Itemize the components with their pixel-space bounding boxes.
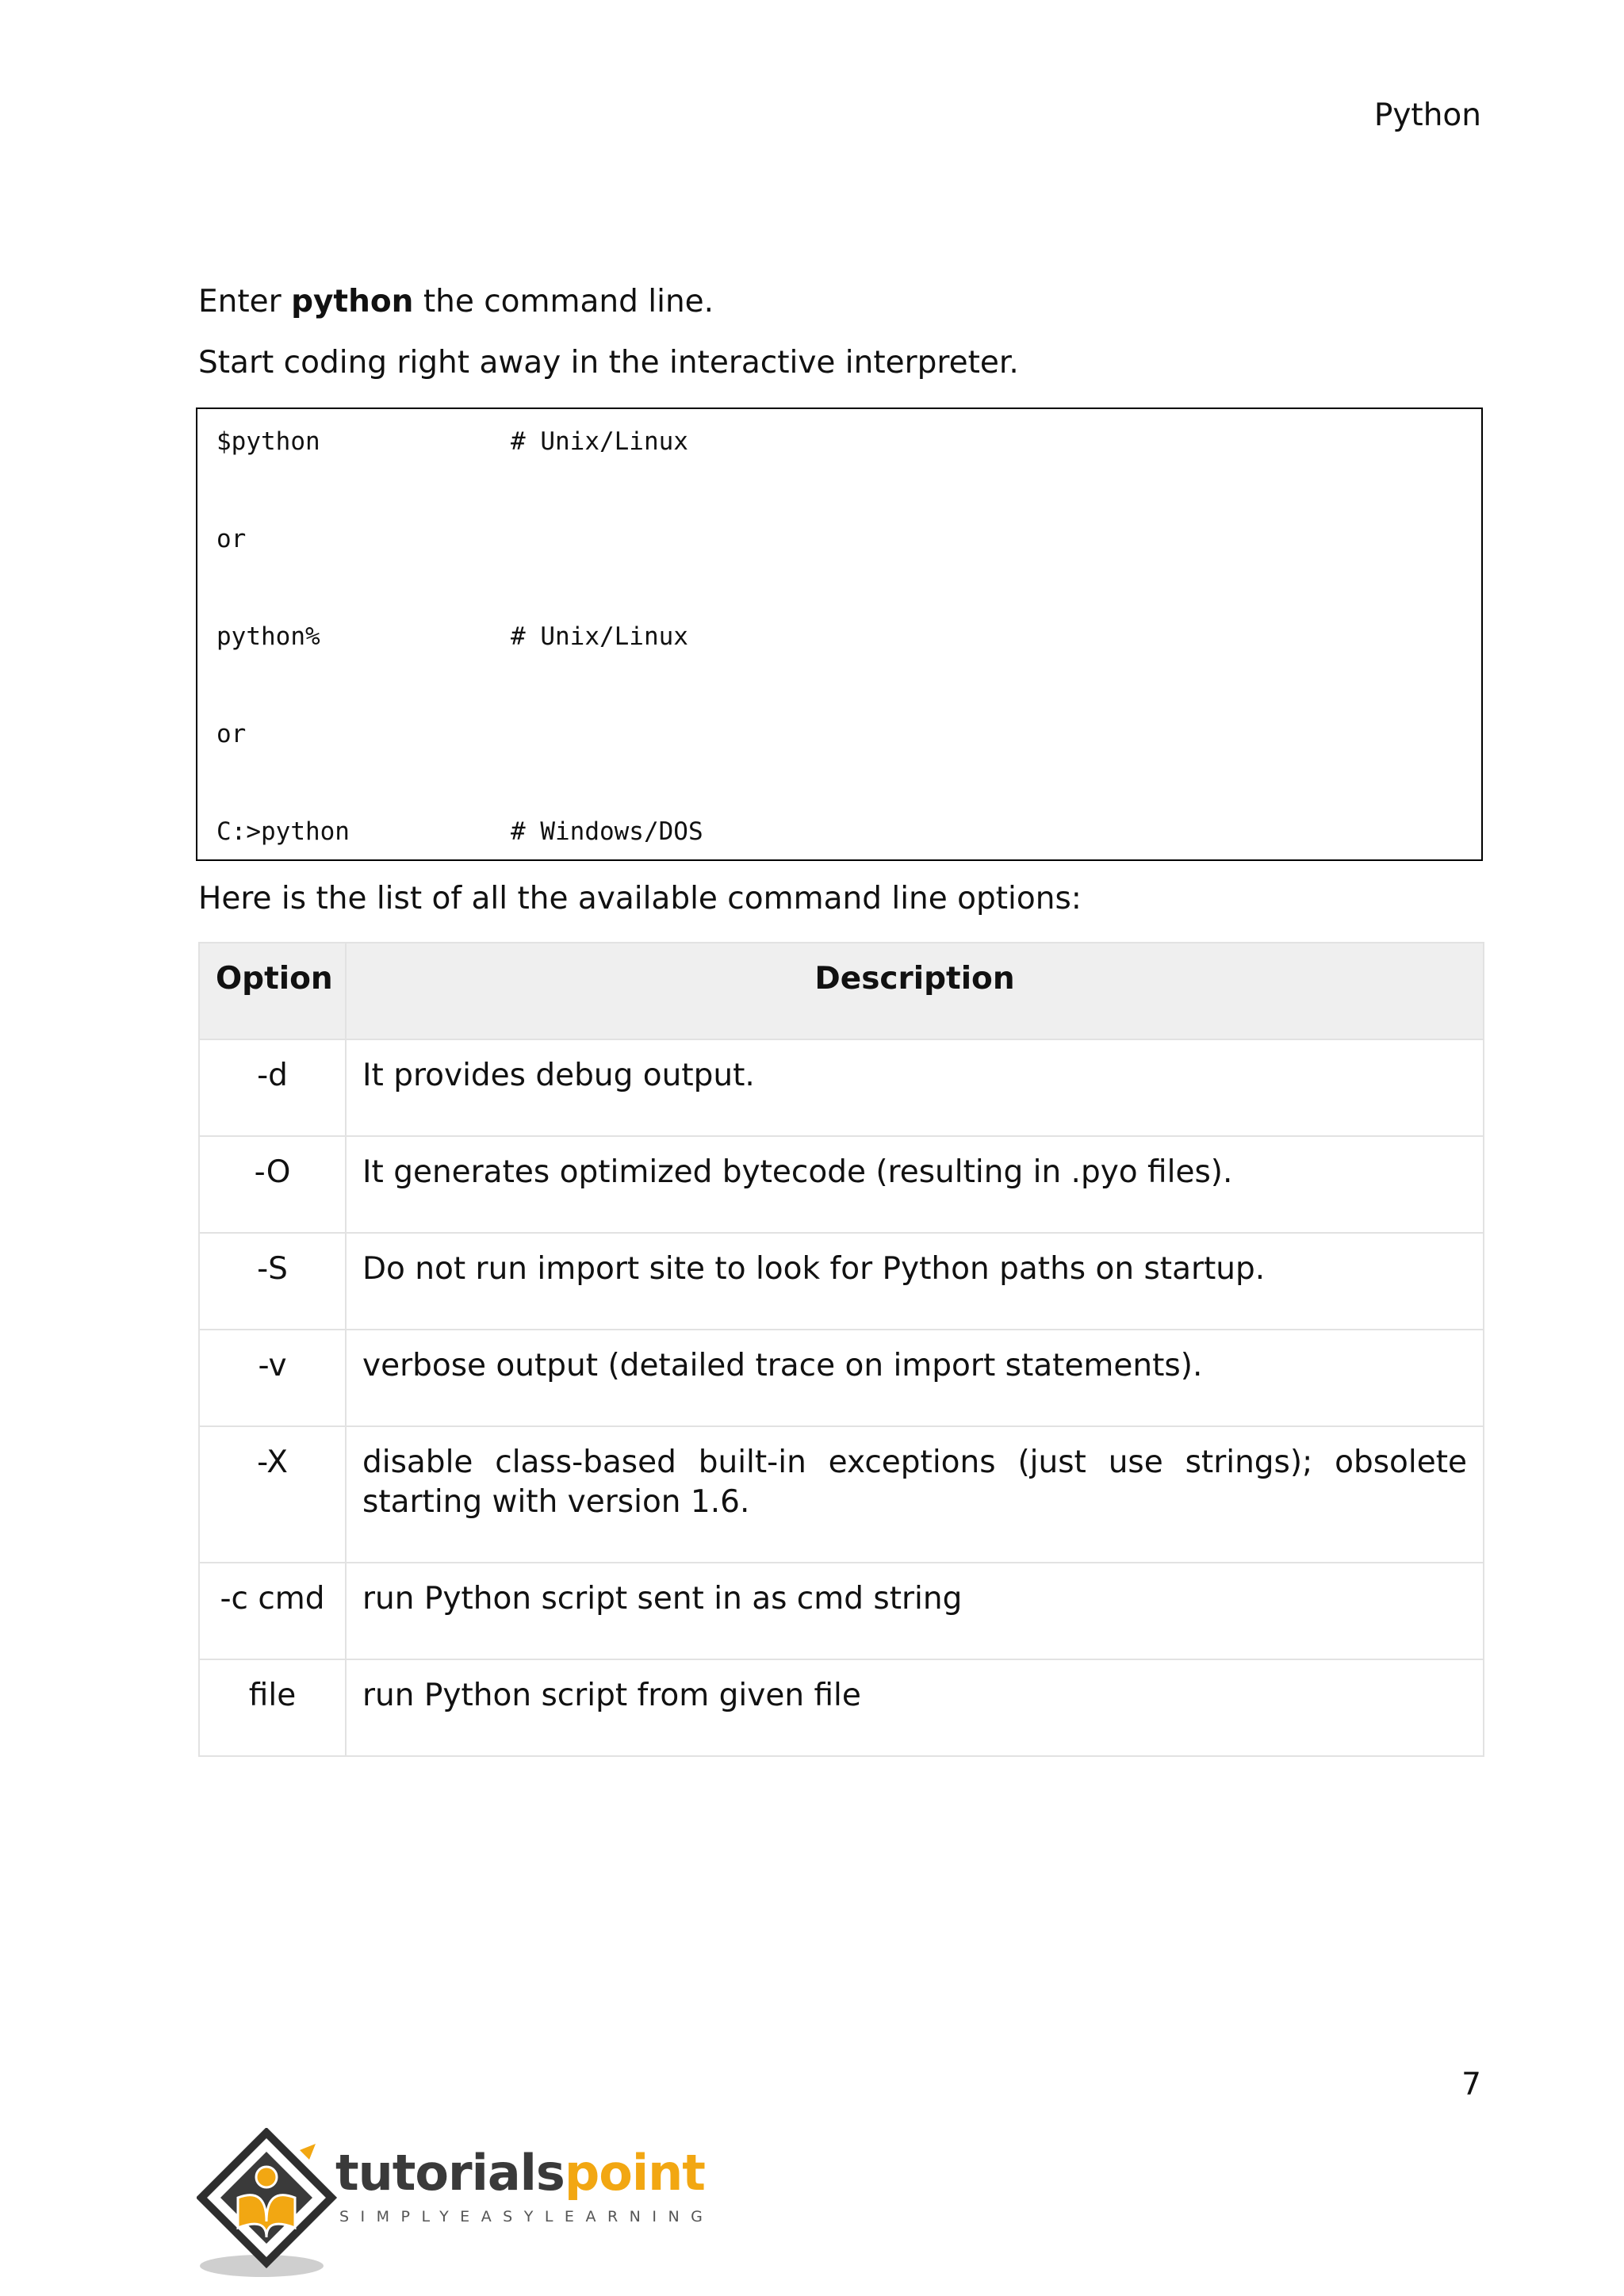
table-row [199,1330,1484,1426]
option-cell: file [199,1659,346,1756]
option-cell: -c cmd [199,1563,346,1659]
logo-wordmark: tutorialspoint [335,2144,705,2202]
code-comment: # Windows/DOS [511,817,703,846]
code-line [216,424,688,459]
table-row [199,1563,1484,1659]
description-cell: It generates optimized bytecode (resulting in .pyo files). [346,1136,1484,1233]
code-command: or [216,720,247,748]
page-number: 7 [1461,2067,1481,2103]
table-row [199,1039,1484,1136]
logo-tagline: SIMPLYEASYLEARNING [339,2208,714,2225]
option-cell: -O [199,1136,346,1233]
intro-line-1 [198,281,714,323]
code-command: python% [216,622,320,651]
code-command: or [216,525,247,553]
column-header-description: Description [346,943,1484,1039]
intro-line-2: Start coding right away in the interactive interpreter. [198,345,1019,381]
code-comment: # Unix/Linux [511,622,688,651]
option-cell: -v [199,1330,346,1426]
code-block [196,408,1483,861]
running-header-title: Python [1373,98,1481,133]
code-line [216,522,511,557]
table-row [199,1659,1484,1756]
table-header-row [199,943,1484,1039]
option-cell: -S [199,1233,346,1330]
table-row [199,1426,1484,1563]
description-cell: Do not run import site to look for Python paths on startup. [346,1233,1484,1330]
intro-prefix: Enter [198,284,282,320]
tutorialspoint-logo [197,2128,714,2279]
table-row [199,1136,1484,1233]
logo-mark-icon [197,2128,339,2279]
code-line [216,717,511,752]
code-line [216,619,688,654]
options-intro: Here is the list of all the available command line options: [198,881,1082,916]
description-cell: run Python script from given file [346,1659,1484,1756]
description-cell: run Python script sent in as cmd string [346,1563,1484,1659]
option-cell: -d [199,1039,346,1136]
column-header-option: Option [199,943,346,1039]
description-cell: It provides debug output. [346,1039,1484,1136]
description-cell: verbose output (detailed trace on import statements). [346,1330,1484,1426]
table-row [199,1233,1484,1330]
code-line [216,814,703,849]
intro-suffix: the command line. [423,284,714,320]
code-command: $python [216,427,320,456]
description-cell: disable class-based built-in exceptions (just use strings); obsolete starting with version 1.6. [346,1426,1484,1563]
code-command: C:>python [216,817,350,846]
intro-bold-command: python [291,284,414,320]
code-comment: # Unix/Linux [511,427,688,456]
option-cell: -X [199,1426,346,1563]
options-table [198,942,1484,1757]
